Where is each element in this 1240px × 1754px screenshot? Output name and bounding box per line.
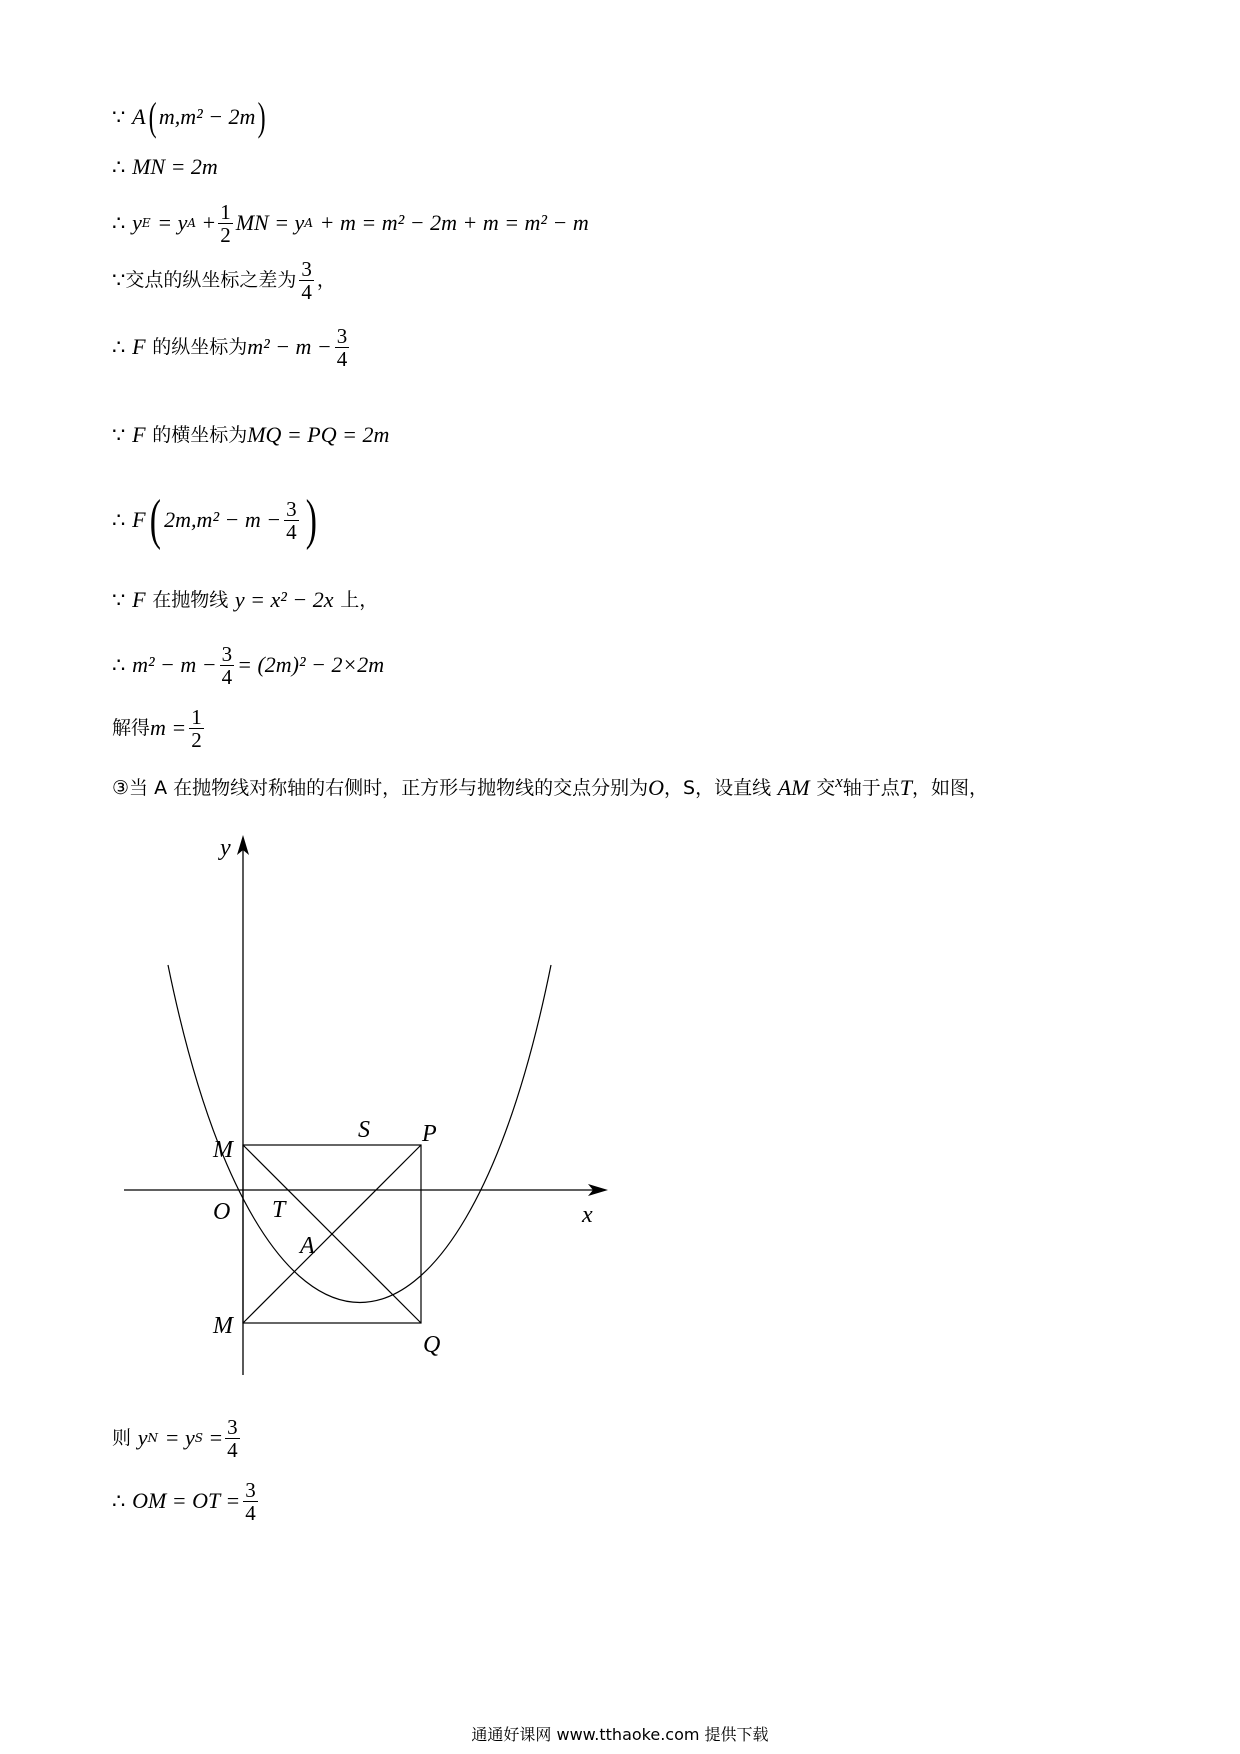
step-10 [112, 703, 207, 753]
step-text: 交点的纵坐标之差为 [125, 269, 297, 291]
therefore-symbol: ∴ [112, 211, 126, 235]
step-9 [112, 640, 384, 690]
point-a: A [132, 104, 146, 129]
x-axis-name: x [835, 772, 843, 791]
line-am: AM [777, 775, 810, 800]
label-t: T [272, 1197, 286, 1223]
fraction-three-quarters [225, 1416, 240, 1461]
step-text: 交 [816, 777, 836, 799]
point-o: O [648, 775, 665, 800]
numerator: 1 [220, 199, 231, 224]
numerator: 3 [301, 256, 312, 281]
label-m-top: M [213, 1137, 233, 1163]
plus-sign: + [202, 210, 216, 235]
step-text: 的纵坐标为 [152, 336, 248, 358]
numerator: 3 [245, 1477, 256, 1502]
mn-ya: MN = y [235, 210, 305, 235]
step-text: 轴于点 [842, 777, 900, 799]
step-text: ，如图， [912, 777, 989, 799]
label-q: Q [423, 1332, 441, 1358]
step-text: 上， [340, 589, 379, 611]
point-f: F [132, 334, 146, 359]
label-y: y [220, 835, 231, 861]
denominator: 4 [221, 664, 233, 689]
step-text: 的横坐标为 [152, 424, 248, 446]
step-11 [112, 773, 988, 803]
fraction-three-quarters [220, 643, 235, 688]
step-3 [112, 198, 589, 248]
fraction-half [218, 201, 233, 246]
sub-a: A [187, 216, 197, 230]
denominator: 4 [227, 1437, 238, 1462]
step-text: ③当 A 在抛物线对称轴的右侧时，正方形与抛物线的交点分别为 [112, 777, 649, 799]
point-f: F [132, 422, 146, 447]
numerator: 3 [336, 323, 348, 348]
point-a-coords: m,m² − 2m [158, 104, 256, 129]
sub-a: A [304, 216, 313, 230]
numerator: 1 [191, 704, 202, 729]
fraction-three-quarters [243, 1479, 258, 1524]
step-1: ∵ A ( m,m² − 2m ) [112, 94, 267, 139]
numerator: 3 [221, 641, 233, 666]
denominator: 2 [220, 222, 231, 247]
step-13 [112, 1476, 261, 1526]
label-a: A [300, 1233, 315, 1259]
label-o: O [213, 1199, 231, 1225]
lhs-expr: m² − m − [132, 652, 217, 677]
y-n: y [137, 1425, 148, 1450]
because-symbol: ∵ [112, 105, 126, 129]
fraction-half [189, 706, 204, 751]
step-7: ∴ F ( 2m,m² − m − $\frac{3}{4}$ ) [112, 489, 317, 551]
f-y-expr: m² − m − [247, 334, 332, 359]
sub-s: S [194, 1431, 204, 1445]
sub-n: N [147, 1431, 158, 1445]
step-text: ，S，设直线 [664, 777, 772, 799]
fraction-three-quarters [284, 498, 299, 543]
label-x: x [582, 1202, 593, 1228]
label-m-bottom: M [213, 1313, 233, 1339]
label-s: S [358, 1117, 370, 1143]
y-e: y [132, 210, 142, 235]
label-p: P [422, 1121, 437, 1147]
m-equals: m = [150, 715, 187, 740]
parabola-equation: y = x² − 2x [234, 587, 334, 612]
f-coords: 2m,m² − m − [164, 507, 282, 532]
fraction-three-quarters [299, 258, 314, 303]
point-t: T [899, 775, 913, 800]
step-5 [112, 322, 352, 372]
step-4 [112, 255, 336, 305]
eq-ys: = y [164, 1425, 195, 1450]
point-f: F [132, 587, 146, 612]
because-symbol: ∵ [112, 268, 126, 292]
denominator: 4 [286, 519, 297, 544]
step-text: 则 [112, 1427, 132, 1449]
step-12 [112, 1413, 243, 1463]
mq-equation: MQ = PQ = 2m [247, 422, 390, 447]
denominator: 2 [191, 727, 202, 752]
because-symbol: ∵ [112, 423, 126, 447]
therefore-symbol: ∴ [112, 1489, 126, 1513]
step-8 [112, 585, 378, 615]
step-2 [112, 152, 218, 182]
denominator: 4 [245, 1500, 256, 1525]
eq-ya: = y [157, 210, 188, 235]
therefore-symbol: ∴ [112, 653, 126, 677]
numerator: 3 [286, 496, 297, 521]
sub-e: E [141, 216, 151, 230]
therefore-symbol: ∴ [112, 508, 126, 532]
om-ot-equation: OM = OT = [132, 1488, 241, 1513]
footer-credit: 通通好课网 www.tthaoke.com 提供下载 [471, 1725, 769, 1744]
equals-sign: = [209, 1425, 223, 1450]
therefore-symbol: ∴ [112, 335, 126, 359]
step-text: 解得 [112, 717, 151, 739]
ye-result: + m = m² − 2m + m = m² − m [319, 210, 589, 235]
rhs-expr: = (2m)² − 2×2m [237, 652, 385, 677]
geometry-figure [110, 835, 620, 1385]
therefore-symbol: ∴ [112, 155, 126, 179]
point-f: F [132, 507, 146, 532]
denominator: 4 [301, 279, 312, 304]
because-symbol: ∵ [112, 588, 126, 612]
step-6 [112, 420, 389, 450]
denominator: 4 [336, 346, 348, 371]
mn-equation: MN = 2m [132, 154, 218, 179]
step-text: 在抛物线 [152, 589, 229, 611]
fraction-three-quarters [335, 325, 350, 370]
comma: ， [316, 269, 336, 291]
numerator: 3 [227, 1414, 238, 1439]
